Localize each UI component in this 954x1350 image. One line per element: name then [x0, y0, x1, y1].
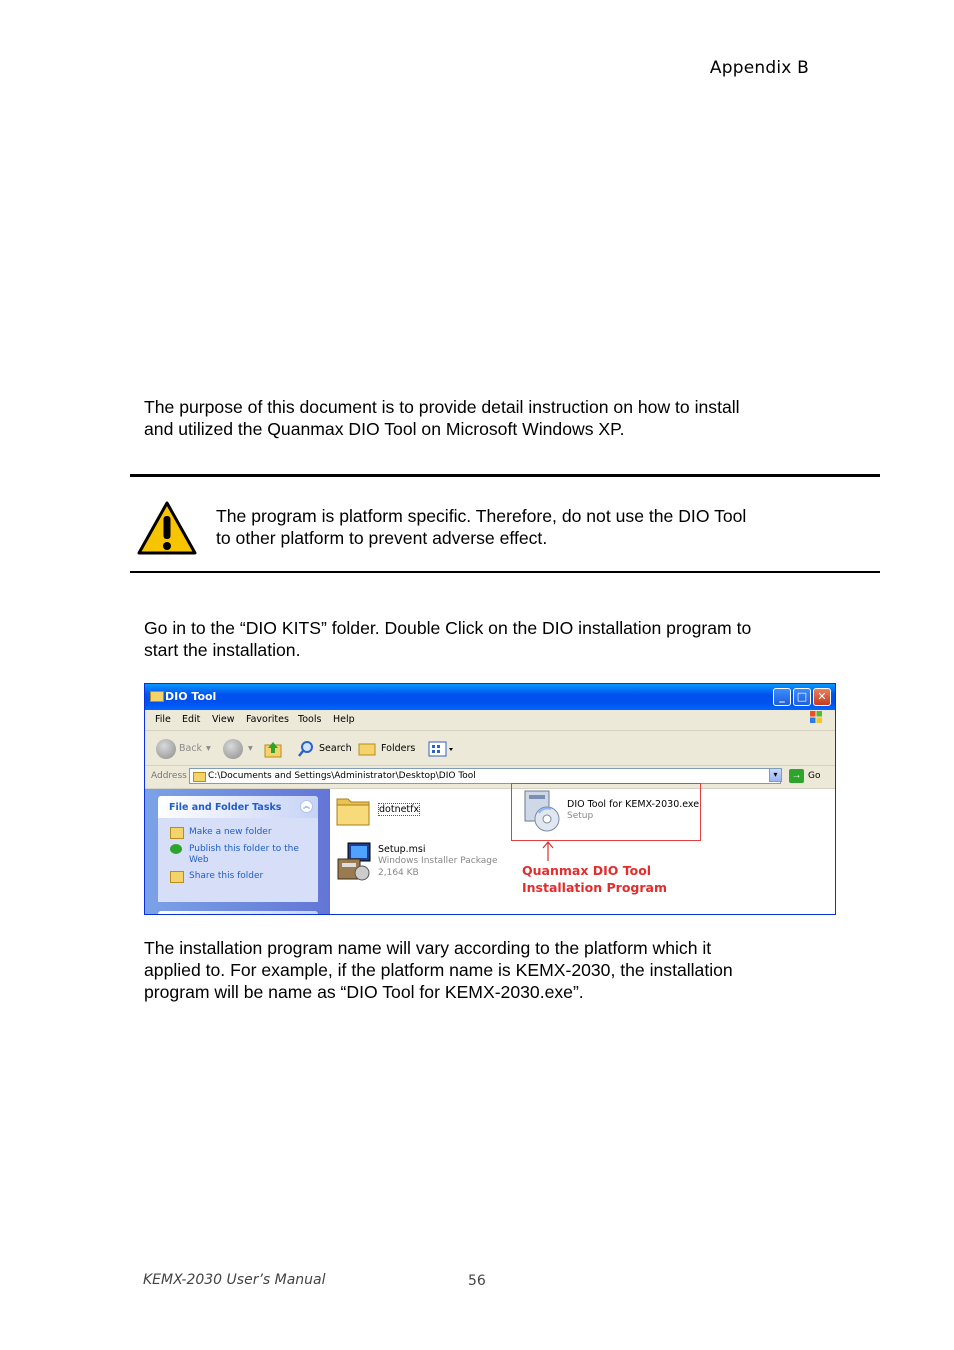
task-publish-cont[interactable]: Web	[189, 855, 209, 865]
warning-bottom-rule	[130, 571, 880, 573]
task-share[interactable]: Share this folder	[189, 871, 264, 881]
address-input[interactable]	[189, 768, 781, 784]
appendix-header: Appendix B	[709, 58, 809, 78]
menu-bar	[145, 710, 835, 731]
callout-arrow-icon	[542, 841, 554, 861]
callout-text	[522, 862, 667, 896]
share-folder-icon	[170, 871, 184, 883]
intro-paragraph	[144, 396, 824, 440]
address-folder-icon	[193, 772, 206, 782]
explorer-screenshot	[144, 683, 836, 915]
task-make-folder[interactable]: Make a new folder	[189, 827, 272, 837]
back-arrow-icon[interactable]	[156, 739, 176, 759]
panel-title: File and Folder Tasks	[169, 802, 282, 813]
forward-dropdown-icon[interactable]: ▾	[248, 743, 253, 754]
go-button[interactable]: Go	[808, 771, 821, 781]
panel-header[interactable]	[158, 796, 318, 818]
collapse-icon[interactable]: ︽	[300, 800, 313, 813]
note-line-3: program will be name as “DIO Tool for KEMX-2030.exe”.	[144, 982, 584, 1002]
menu-view[interactable]: View	[212, 714, 235, 725]
step-line-2: start the installation.	[144, 640, 301, 660]
warning-text	[216, 505, 836, 549]
note-line-1: The installation program name will vary according to the platform which it	[144, 938, 712, 958]
dotnetfx-label[interactable]: dotnetfx	[379, 804, 420, 815]
publish-web-icon	[170, 844, 182, 854]
back-button[interactable]: Back	[179, 743, 203, 754]
menu-file[interactable]: File	[155, 714, 171, 725]
back-dropdown-icon[interactable]: ▾	[206, 743, 211, 754]
note-paragraph	[144, 937, 824, 1003]
warning-icon	[136, 500, 198, 556]
close-icon[interactable]: ✕	[813, 688, 831, 706]
search-icon[interactable]	[297, 740, 315, 758]
warning-line-2: to other platform to prevent adverse effect.	[216, 528, 548, 548]
setup-msi-type: Windows Installer Package	[378, 856, 498, 866]
warning-line-1: The program is platform specific. Therefore, do not use the DIO Tool	[216, 506, 747, 526]
dotnetfx-folder-icon[interactable]	[335, 793, 371, 827]
up-folder-icon[interactable]	[263, 739, 283, 759]
views-icon[interactable]	[428, 741, 456, 757]
window-titlebar	[145, 684, 835, 710]
file-folder-tasks-panel	[158, 796, 318, 902]
new-folder-icon	[170, 827, 184, 839]
callout-line-2: Installation Program	[522, 880, 667, 895]
task-pane	[145, 789, 330, 915]
folder-icon	[150, 691, 164, 702]
go-arrow-icon[interactable]: →	[789, 769, 804, 783]
setup-msi-size: 2,164 KB	[378, 868, 419, 878]
address-dropdown-icon[interactable]: ▾	[769, 768, 782, 782]
step-paragraph	[144, 617, 824, 661]
minimize-icon[interactable]: _	[773, 688, 791, 706]
menu-help[interactable]: Help	[333, 714, 355, 725]
intro-line-2: and utilized the Quanmax DIO Tool on Microsoft Windows XP.	[144, 419, 625, 439]
folders-icon[interactable]	[358, 741, 376, 756]
task-publish[interactable]: Publish this folder to the	[189, 844, 299, 854]
dio-exe-type: Setup	[567, 811, 594, 821]
footer-manual-title: KEMX-2030 User’s Manual	[143, 1272, 326, 1288]
windows-logo-icon	[809, 710, 823, 724]
toolbar	[145, 731, 835, 766]
window-title: DIO Tool	[165, 690, 217, 703]
note-line-2: applied to. For example, if the platform name is KEMX-2030, the installation	[144, 960, 733, 980]
file-list	[330, 789, 835, 915]
warning-top-rule	[130, 474, 880, 477]
step-line-1: Go in to the “DIO KITS” folder. Double Click on the DIO installation program to	[144, 618, 752, 638]
dio-exe-label[interactable]: DIO Tool for KEMX-2030.exe	[567, 799, 700, 810]
address-bar	[145, 766, 835, 789]
msi-package-icon[interactable]	[334, 841, 374, 883]
other-places-panel-header[interactable]	[158, 911, 318, 915]
intro-line-1: The purpose of this document is to provide detail instruction on how to install	[144, 397, 740, 417]
setup-msi-label[interactable]: Setup.msi	[378, 844, 426, 855]
search-button[interactable]: Search	[319, 743, 352, 754]
setup-exe-icon[interactable]	[521, 789, 563, 833]
forward-arrow-icon[interactable]	[223, 739, 243, 759]
address-label: Address	[151, 771, 187, 781]
menu-favorites[interactable]: Favorites	[246, 714, 289, 725]
menu-tools[interactable]: Tools	[298, 714, 322, 725]
callout-line-1: Quanmax DIO Tool	[522, 863, 652, 878]
page-number: 56	[468, 1273, 486, 1289]
address-value: C:\Documents and Settings\Administrator\Desktop\DIO Tool	[208, 771, 476, 781]
maximize-icon[interactable]: □	[793, 688, 811, 706]
folders-button[interactable]: Folders	[381, 743, 416, 754]
menu-edit[interactable]: Edit	[182, 714, 201, 725]
